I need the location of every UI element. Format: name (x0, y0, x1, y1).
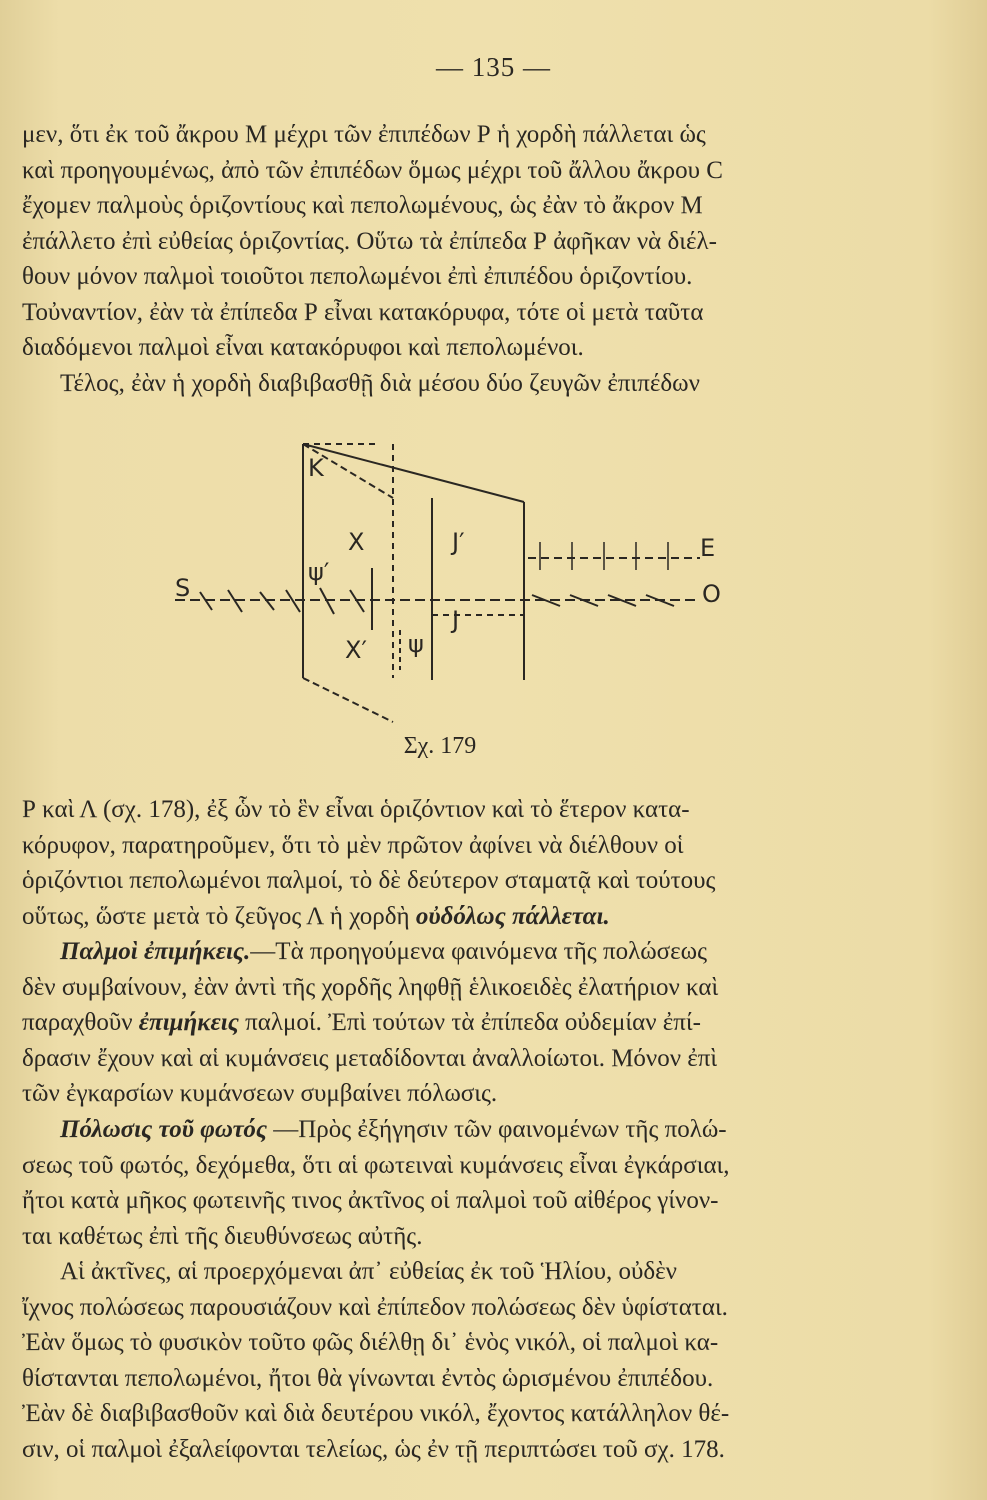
text-line: κόρυφον, παρατηροῦμεν, ὅτι τὸ μὲν πρῶτον ἀφίνει νὰ διέλθουν οἱ (22, 831, 684, 859)
label-J-prime: J′ (452, 528, 465, 556)
paragraph-4 (22, 1112, 884, 1254)
section-heading: Παλμοὶ ἐπιμήκεις. (60, 938, 251, 965)
text-line: ἤτοι κατὰ μῆκος φωτεινῆς τινος ἀκτῖνος οἱ παλμοὶ τοῦ αἰθέρος γίνον- (22, 1187, 719, 1214)
text-line: ὁριζόντιοι πεπολωμένοι παλμοί, τὸ δὲ δεύτερον σταματᾷ καὶ τούτους (22, 867, 716, 894)
label-E: E (700, 534, 716, 562)
text-line: ἴχνος πολώσεως παρουσιάζουν καὶ ἐπίπεδον πολώσεως δὲν ὑφίσταται. (22, 1293, 728, 1321)
label-psi: ψ (408, 630, 424, 658)
figure-caption: Σχ. 179 (403, 733, 477, 759)
label-K: K (308, 454, 324, 482)
text-run: —Πρὸς ἐξήγησιν τῶν φαινομένων τῆς πολώ- (266, 1116, 727, 1143)
text-run: παλμοί. Ἐπὶ τούτων τὰ ἐπίπεδα οὐδεμίαν ἐπί- (245, 1009, 701, 1036)
label-X: X (348, 528, 365, 556)
text-line: μεν, ὅτι ἐκ τοῦ ἄκρου Μ μέχρι τῶν ἐπιπέδων Ρ ἡ χορδὴ πάλλεται ὡς (22, 121, 706, 148)
text-line: δρασιν ἔχουν καὶ αἱ κυμάνσεις μεταδίδονται ἀναλλοίωτοι. Μόνον ἐπὶ (22, 1044, 718, 1072)
text-line: ἔχομεν παλμοὺς ὁριζοντίους καὶ πεπολωμένους, ὡς ἐὰν τὸ ἄκρον Μ (22, 192, 703, 219)
text-line: θουν μόνον παλμοὶ τοιοῦτοι πεπολωμένοι ἐπὶ ἐπιπέδου ὁριζοντίου. (22, 263, 693, 290)
emphasis-text: οὐδόλως πάλλεται. (415, 902, 610, 930)
text-line: Ἐὰν δὲ διαβιβασθοῦν καὶ διὰ δευτέρου νικόλ, ἔχοντος κατάλληλον θέ- (22, 1400, 730, 1427)
text-line: καὶ προηγουμένως, ἀπὸ τῶν ἐπιπέδων ὅμως μέχρι τοῦ ἄλλου ἄκρου C (22, 156, 723, 184)
text-line: ται καθέτως ἐπὶ τῆς διευθύνσεως αὐτῆς. (22, 1222, 423, 1250)
text-run: οὕτως, ὥστε μετὰ τὸ ζεῦγος Λ ἡ χορδὴ (22, 902, 410, 930)
text-line (22, 1112, 884, 1148)
text-line: τῶν ἐγκαρσίων κυμάνσεων συμβαίνει πόλωσις. (22, 1080, 498, 1107)
text-line: διαδόμενοι παλμοὶ εἶναι κατακόρυφοι καὶ πεπολωμένοι. (22, 334, 584, 361)
plate-bottom-diagonal (303, 678, 393, 722)
label-O: O (702, 580, 721, 608)
text-line: σιν, οἱ παλμοὶ ἐξαλείφονται τελείως, ὡς ἐν τῇ περιπτώσει τοῦ σχ. 178. (22, 1435, 725, 1463)
label-X-prime: X′ (345, 636, 367, 664)
paragraph-5 (22, 1254, 884, 1467)
page-number: — 135 — (436, 52, 551, 82)
text-run: —Τὰ προηγούμενα φαινόμενα τῆς πολώσεως (250, 938, 707, 965)
oscillation-mark (646, 595, 674, 606)
paragraph-3 (22, 934, 884, 1112)
text-line: Ρ καὶ Λ (σχ. 178), ἐξ ὧν τὸ ἓν εἶναι ὁριζόντιον καὶ τὸ ἕτερον κατα- (22, 796, 690, 823)
paragraph-2-continued (22, 792, 884, 934)
text-line: ἐπάλλετο ἐπὶ εὐθείας ὁριζοντίας. Οὕτω τὰ ἐπίπεδα Ρ ἀφῆκαν νὰ διέλ- (22, 227, 717, 255)
text-line (22, 899, 884, 935)
text-line: Αἱ ἀκτῖνες, αἱ προερχόμεναι ἀπ᾽ εὐθείας ἐκ τοῦ Ἡλίου, οὐδὲν (60, 1258, 677, 1285)
label-S: S (175, 574, 191, 602)
label-J: J (452, 606, 460, 634)
label-psi-prime: ψ′ (308, 558, 330, 586)
text-line: Ἐὰν ὅμως τὸ φυσικὸν τοῦτο φῶς διέλθῃ δι᾽ ἑνὸς νικόλ, οἱ παλμοὶ κα- (22, 1329, 719, 1356)
text-line: θίστανται πεπολωμένοι, ἤτοι θὰ γίνωνται ἐντὸς ὡρισμένου ἐπιπέδου. (22, 1364, 714, 1392)
figure-179-diagram (160, 430, 760, 730)
text-line (22, 1005, 884, 1041)
plate-2-top-edge (303, 444, 524, 502)
emphasis-text: ἐπιμήκεις (138, 1009, 239, 1036)
paragraph-1 (22, 117, 884, 401)
text-line (22, 934, 884, 970)
text-line: σεως τοῦ φωτός, δεχόμεθα, ὅτι αἱ φωτειναὶ κυμάνσεις εἶναι ἐγκάρσιαι, (22, 1151, 730, 1179)
section-heading: Πόλωσις τοῦ φωτός (60, 1116, 267, 1143)
text-line: Τέλος, ἐὰν ἡ χορδὴ διαβιβασθῇ διὰ μέσου δύο ζευγῶν ἐπιπέδων (60, 369, 700, 397)
text-line: δὲν συμβαίνουν, ἐὰν ἀντὶ τῆς χορδῆς ληφθῇ ἑλικοειδὲς ἐλατήριον καὶ (22, 973, 719, 1001)
text-line: Τοὐναντίον, ἐὰν τὰ ἐπίπεδα Ρ εἶναι κατακόρυφα, τότε οἱ μετὰ ταῦτα (22, 298, 704, 326)
text-run: παραχθοῦν (22, 1009, 133, 1036)
